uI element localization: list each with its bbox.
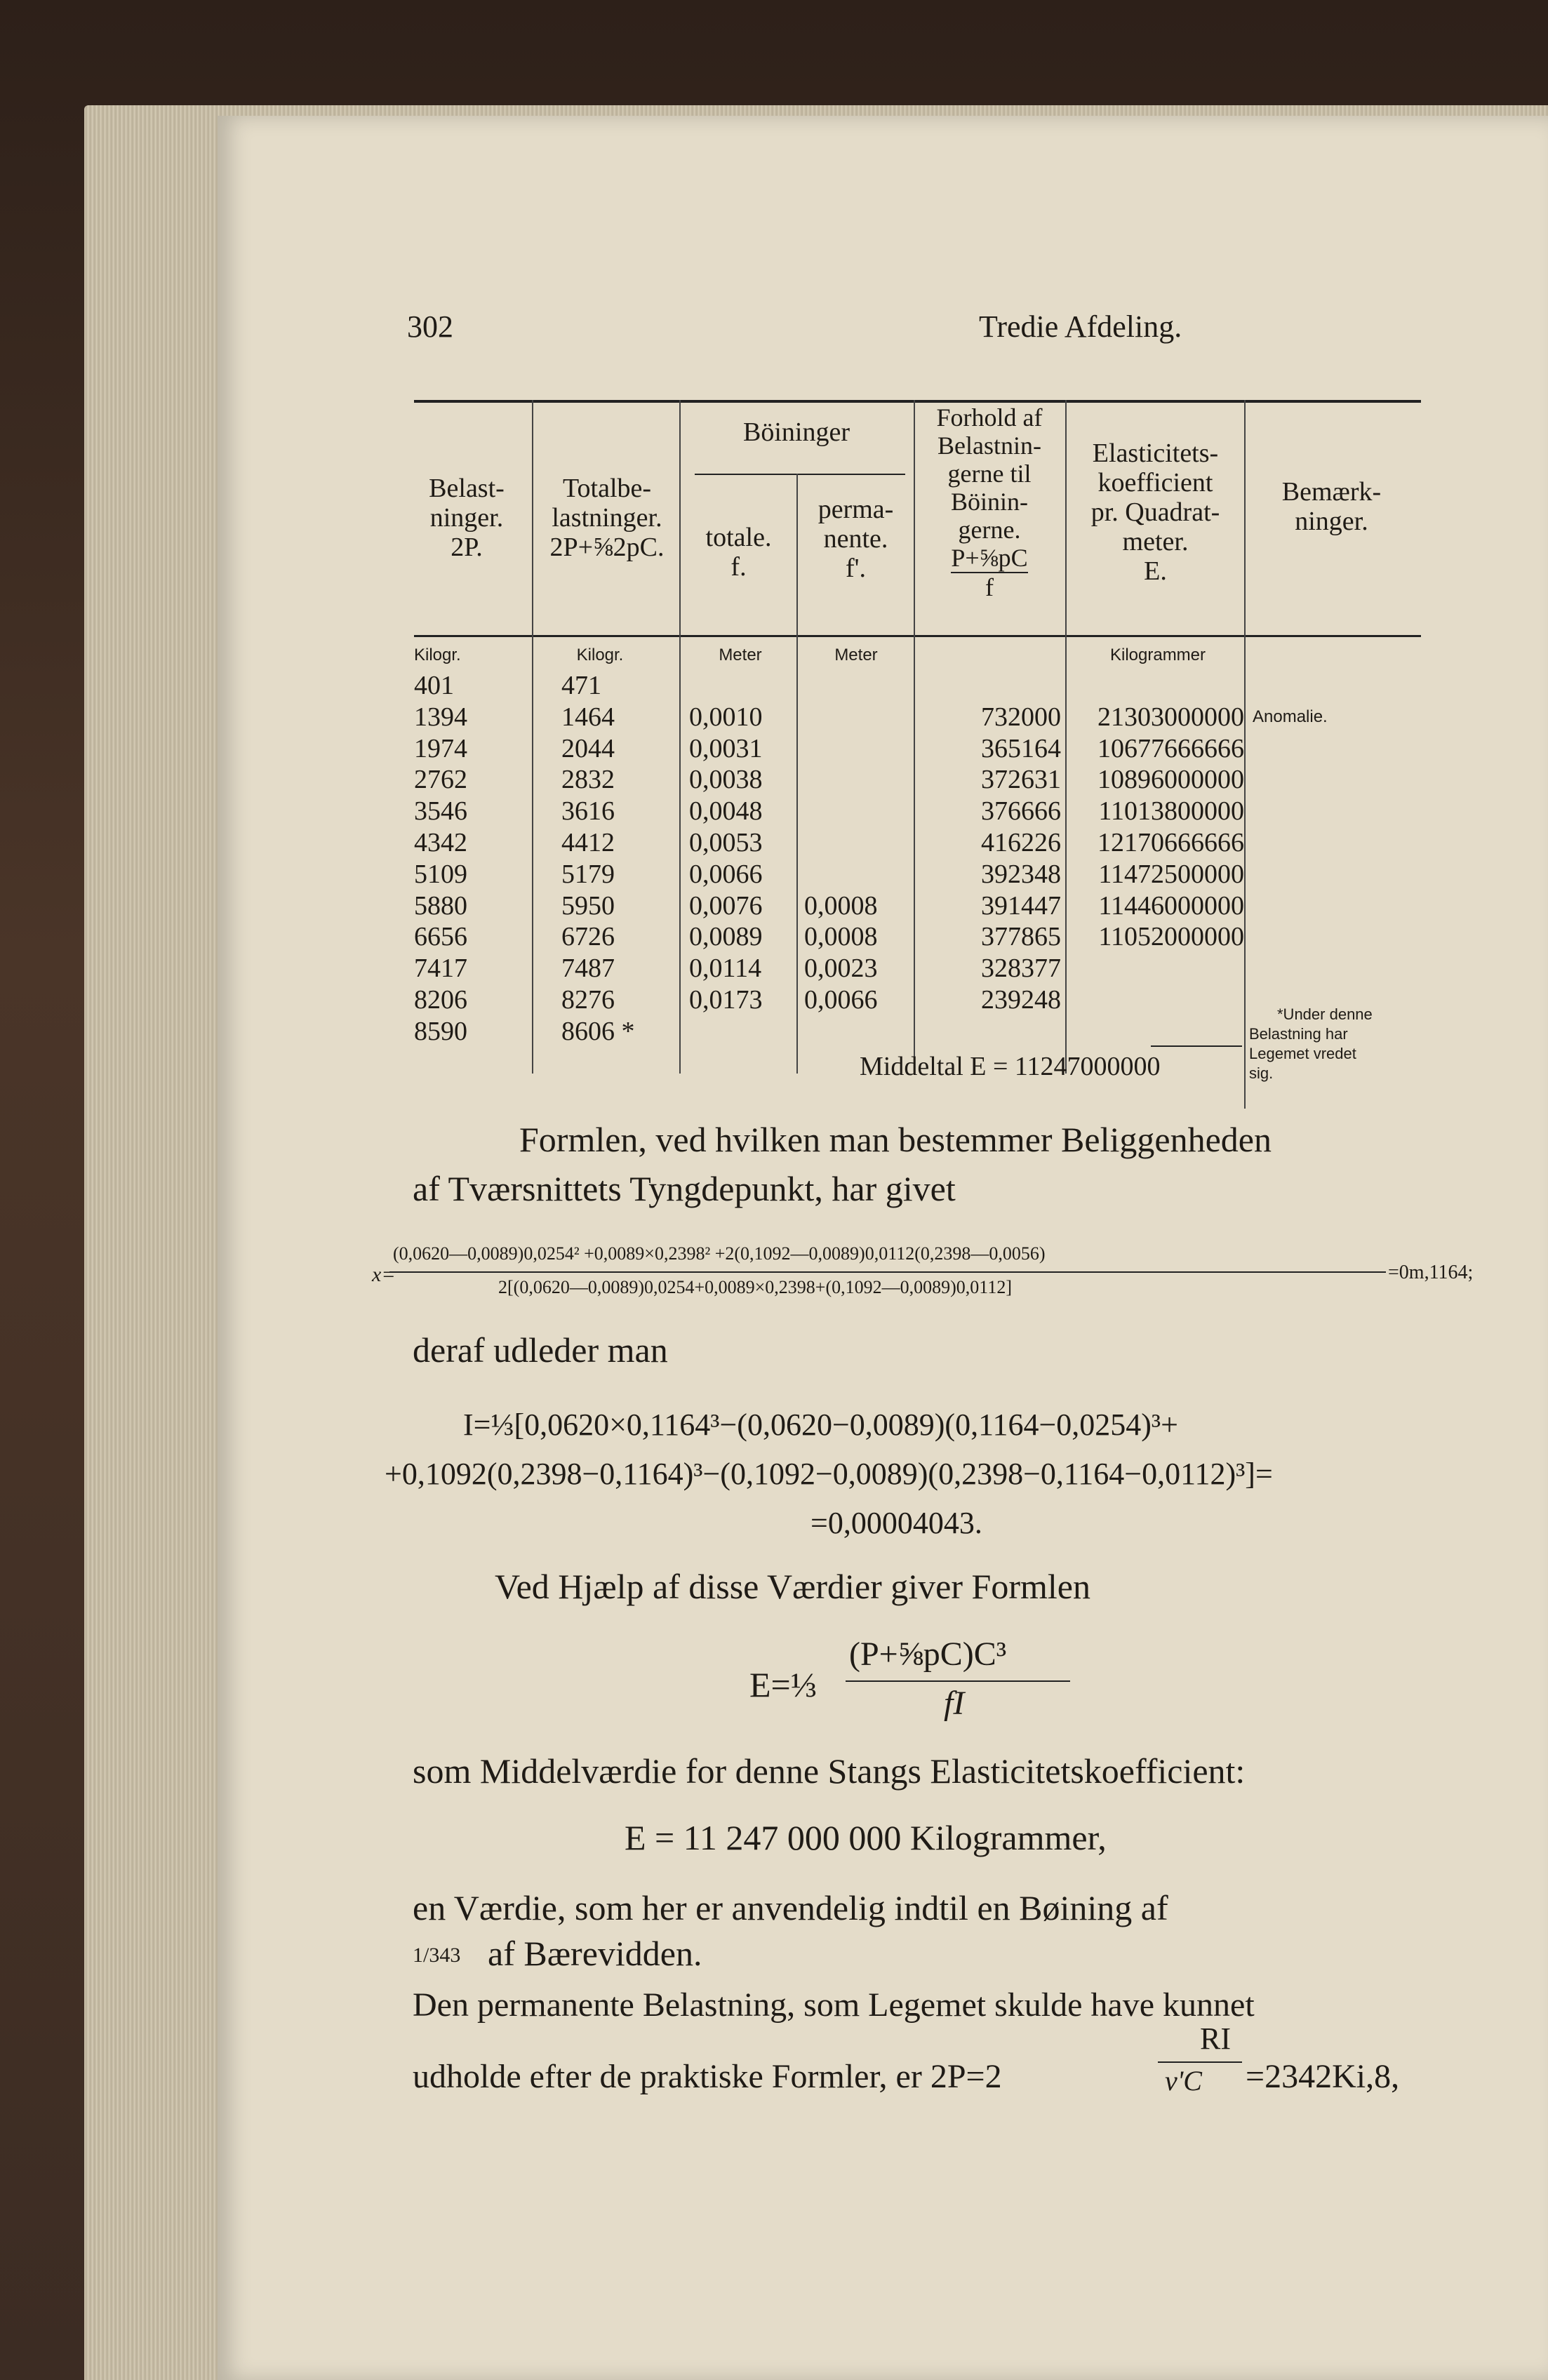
running-header xyxy=(182,309,1410,351)
cell-belastning: 401 xyxy=(414,671,454,700)
unit-c4: Meter xyxy=(834,646,878,664)
cell-bemaerkning: Anomalie. xyxy=(1253,707,1328,726)
para-1-line-2: af Tværsnittets Tyngdepunkt, har givet xyxy=(413,1169,956,1208)
header-permanente: perma- nente. f'. xyxy=(818,495,894,583)
cell-totale: 0,0010 xyxy=(689,702,763,732)
cell-forhold: 239248 xyxy=(981,985,1061,1015)
header-belastninger: Belast- ninger. 2P. xyxy=(429,474,505,562)
cell-forhold: 416226 xyxy=(981,828,1061,857)
para-4: som Middelværdie for denne Stangs Elasticitetskoefficient: xyxy=(413,1751,1246,1791)
cell-totale: 0,0031 xyxy=(689,733,763,763)
cell-forhold: 372631 xyxy=(981,765,1061,795)
x-result: =0m,1164; xyxy=(1388,1262,1474,1283)
cell-belastning: 4342 xyxy=(414,828,467,857)
e-formula-denominator: fI xyxy=(944,1685,965,1722)
cell-elasticitet: 10677666666 xyxy=(1097,733,1244,763)
para-6-line-1: Den permanente Belastning, som Legemet skulde have kunnet xyxy=(413,1986,1255,2024)
para-2: deraf udleder man xyxy=(413,1330,668,1370)
cell-belastning: 5109 xyxy=(414,859,467,889)
cell-totalbelastning: 6726 xyxy=(561,922,615,952)
cell-belastning: 3546 xyxy=(414,796,467,827)
cell-totalbelastning: 471 xyxy=(561,671,601,700)
e-formula-lhs: E=⅓ xyxy=(749,1665,818,1704)
cell-forhold: 732000 xyxy=(981,702,1061,732)
cell-belastning: 1394 xyxy=(414,702,467,732)
para-5-fraction: 1/343 xyxy=(413,1944,461,1967)
unit-c1: Kilogr. xyxy=(414,646,461,664)
x-prefix: x= xyxy=(372,1263,396,1286)
table-header-rule xyxy=(414,635,1421,637)
cell-forhold: 376666 xyxy=(981,796,1061,827)
cell-belastning: 5880 xyxy=(414,890,467,921)
para-6-fraction-numerator: RI xyxy=(1200,2021,1231,2056)
para-5-line-2: af Bærevidden. xyxy=(488,1934,702,1973)
cell-permanente: 0,0066 xyxy=(804,985,878,1015)
cell-totale: 0,0173 xyxy=(689,985,763,1015)
cell-elasticitet: 11472500000 xyxy=(1098,859,1244,889)
cell-forhold: 392348 xyxy=(981,859,1061,889)
header-boininger: Böininger xyxy=(743,417,850,447)
x-fraction-bar xyxy=(389,1271,1386,1273)
cell-totalbelastning: 8276 xyxy=(561,985,615,1015)
cell-elasticitet: 12170666666 xyxy=(1097,828,1244,857)
cell-forhold: 365164 xyxy=(981,733,1061,763)
para-6-fraction-bar xyxy=(1158,2061,1242,2063)
header-totale: totale. f. xyxy=(705,523,772,582)
cell-belastning: 2762 xyxy=(414,765,467,795)
cell-elasticitet: 11052000000 xyxy=(1098,922,1244,952)
para-6-fraction-denominator: v'C xyxy=(1165,2065,1202,2097)
x-numerator: (0,0620—0,0089)0,0254² +0,0089×0,2398² +2(0,1092—0,0089)0,0112(0,2398—0,0056) xyxy=(393,1243,1046,1264)
cell-totale: 0,0053 xyxy=(689,828,763,857)
inertia-line-3: =0,00004043. xyxy=(810,1506,982,1540)
data-table xyxy=(414,396,1421,1098)
x-denominator: 2[(0,0620—0,0089)0,0254+0,0089×0,2398+(0,1092—0,0089)0,0112] xyxy=(498,1277,1012,1297)
cell-totalbelastning: 5950 xyxy=(561,890,615,921)
page-number: 302 xyxy=(407,309,453,344)
cell-belastning: 7417 xyxy=(414,954,467,984)
para-3: Ved Hjælp af disse Værdier giver Formlen xyxy=(495,1567,1090,1606)
footnote: *Under denne Belastning har Legemet vredet sig. xyxy=(1249,1005,1373,1082)
cell-forhold: 377865 xyxy=(981,922,1061,952)
cell-totale: 0,0114 xyxy=(689,954,762,984)
cell-totale: 0,0076 xyxy=(689,890,763,921)
e-fraction-bar xyxy=(846,1680,1070,1682)
para-6-line-2a: udholde efter de praktiske Formler, er 2P=2 xyxy=(413,2058,1002,2095)
cell-elasticitet: 10896000000 xyxy=(1097,765,1244,795)
cell-belastning: 8590 xyxy=(414,1016,467,1046)
cell-totale: 0,0048 xyxy=(689,796,763,827)
cell-elasticitet: 11013800000 xyxy=(1098,796,1244,827)
unit-c3: Meter xyxy=(719,646,762,664)
e-formula-numerator: (P+⅝pC)C³ xyxy=(849,1636,1007,1673)
header-bemaerkninger: Bemærk- ninger. xyxy=(1281,477,1382,536)
cell-permanente: 0,0023 xyxy=(804,954,878,984)
cell-elasticitet: 11446000000 xyxy=(1098,890,1244,921)
boininger-rule xyxy=(695,474,905,475)
cell-totalbelastning: 4412 xyxy=(561,828,615,857)
header-elasticitet: Elasticitets- koefficient pr. Quadrat- meter. E. xyxy=(1090,439,1220,586)
header-forhold: Forhold af Belastnin- gerne til Böinin- gerne. P+⅝pC f xyxy=(936,403,1043,601)
table-top-rule xyxy=(414,400,1421,403)
running-title: Tredie Afdeling. xyxy=(979,309,1182,344)
inertia-line-2: +0,1092(0,2398−0,1164)³−(0,1092−0,0089)(0,2398−0,1164−0,0112)³]= xyxy=(385,1457,1273,1491)
cell-totalbelastning: 2044 xyxy=(561,733,615,763)
cell-belastning: 8206 xyxy=(414,985,467,1015)
middeltal: Middeltal E = 11247000000 xyxy=(860,1052,1161,1081)
middeltal-rule xyxy=(1151,1045,1242,1047)
cell-totalbelastning: 5179 xyxy=(561,859,615,889)
para-1-line-1: Formlen, ved hvilken man bestemmer Beliggenheden xyxy=(519,1120,1272,1159)
cell-permanente: 0,0008 xyxy=(804,890,878,921)
cell-totalbelastning: 8606 * xyxy=(561,1016,635,1046)
cell-elasticitet: 21303000000 xyxy=(1097,702,1244,732)
cell-forhold: 328377 xyxy=(981,954,1061,984)
header-totalbelastninger: Totalbe- lastninger. 2P+⅝2pC. xyxy=(549,474,665,562)
cell-totalbelastning: 3616 xyxy=(561,796,615,827)
cell-permanente: 0,0008 xyxy=(804,922,878,952)
inertia-line-1: I=⅓[0,0620×0,1164³−(0,0620−0,0089)(0,1164−0,0254)³+ xyxy=(463,1408,1178,1442)
e-value: E = 11 247 000 000 Kilogrammer, xyxy=(625,1818,1107,1857)
cell-belastning: 1974 xyxy=(414,733,467,763)
cell-totalbelastning: 2832 xyxy=(561,765,615,795)
cell-forhold: 391447 xyxy=(981,890,1061,921)
unit-c2: Kilogr. xyxy=(576,646,624,664)
para-6-line-2b: =2342Ki,8, xyxy=(1246,2058,1400,2095)
cell-belastning: 6656 xyxy=(414,922,467,952)
cell-totale: 0,0089 xyxy=(689,922,763,952)
cell-totale: 0,0066 xyxy=(689,859,763,889)
para-5-line-1: en Værdie, som her er anvendelig indtil en Bøining af xyxy=(413,1888,1168,1927)
cell-totale: 0,0038 xyxy=(689,765,763,795)
cell-totalbelastning: 7487 xyxy=(561,954,615,984)
cell-totalbelastning: 1464 xyxy=(561,702,615,732)
unit-c56: Kilogrammer xyxy=(1109,646,1206,664)
